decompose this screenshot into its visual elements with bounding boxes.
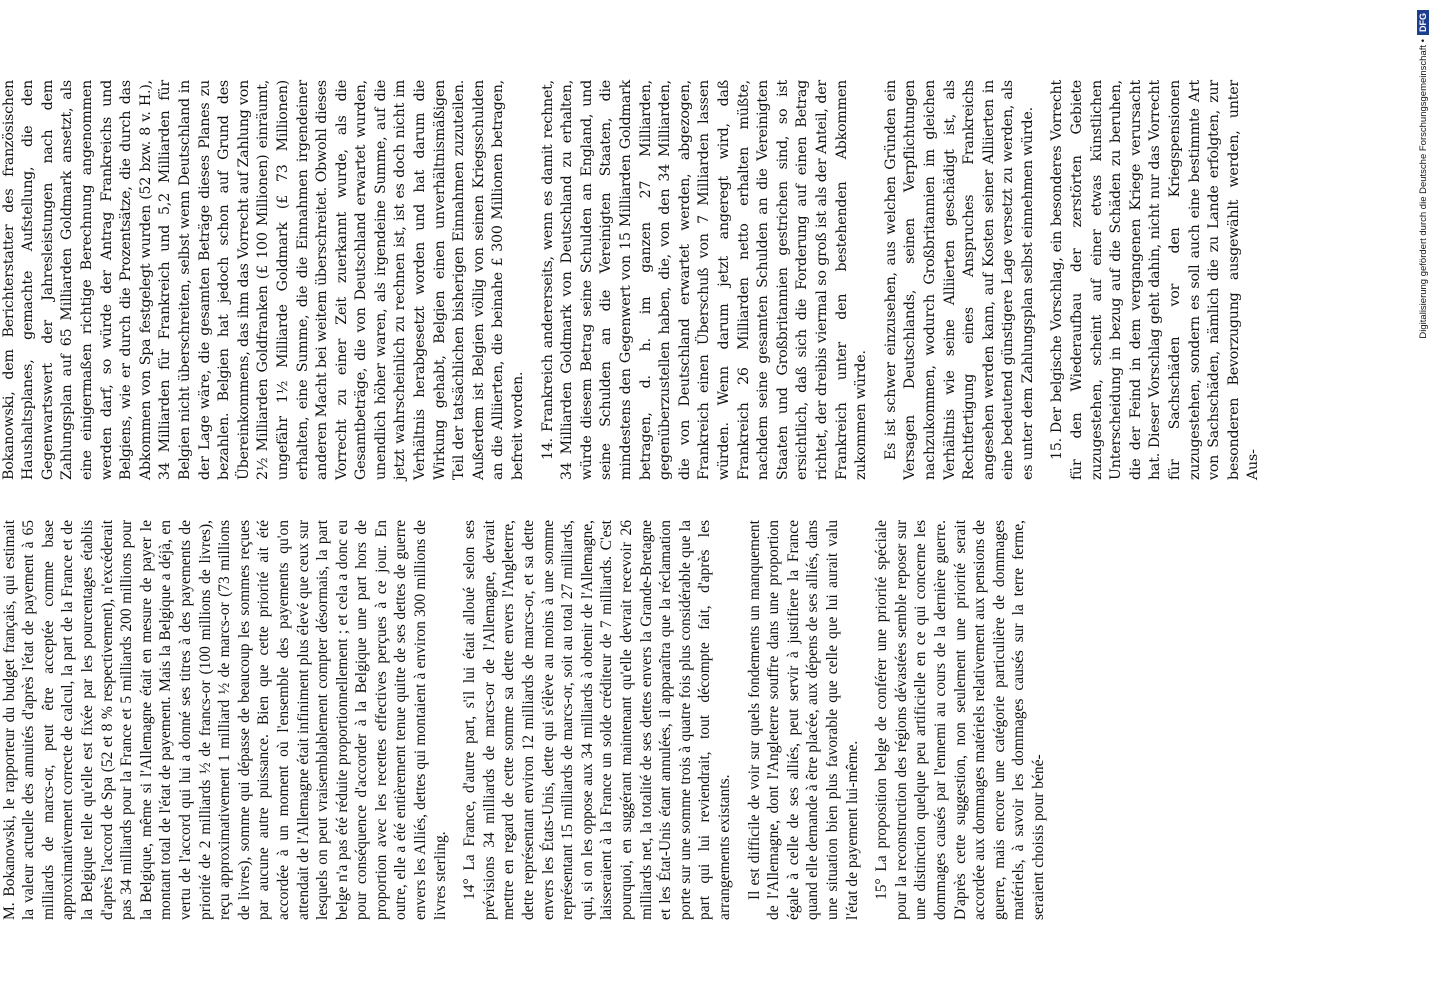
french-paragraph-14-cont: Il est difficile de voir sur quels fondements un manquement de l'Allemagne, dont l'Angleterre souffre dans une proportion égale à celle de ses alliés, peut servir à justifiere la France quand elle demande à être placée, aux dépens de ses alliés, dans une situation bien plus favorable que celle que lui aurait valu l'état de payement lui-même.	[745, 520, 861, 920]
rotated-document-page	[0, 80, 1262, 920]
german-paragraph-14: 14. Frankreich andererseits, wenn es damit rechnet, 34 Milliarden Goldmark von Deutschland zu erhalten, würde diesem Betrag seine Schulden an England, und seine Schulden an die Vereinigten Staaten, die mindestens den Gegenwert von 15 Milliarden Goldmark betragen, d. h. im ganzen 27 Milliarden, gegenüberzustellen haben, die, von den 34 Milliarden, die von Deutschland erwartet werden, abgezogen, Frankreich einen Überschuß von 7 Milliarden lassen würden. Wenn darum jetzt angeregt wird, daß Frankreich 26 Milliarden netto erhalten müßte, nachdem seine gesamten Schulden an die Vereinigten Staaten und Großbritannien gestrichen sind, so ist ersichtlich, daß sich die Forderung auf einen Betrag richtet, der dreibis viermal so groß ist als der Anteil, der Frankreich unter den bestehenden Abkommen zukommen würde.	[539, 80, 870, 480]
german-paragraph-14-cont: Es ist schwer einzusehen, aus welchen Gründen ein Versagen Deutschlands, seinen Verpflichtungen nachzukommen, wodurch Großbritannien im gleichen Verhältnis wie seine Alliierten geschädigt ist, als Rechtfertigung eines Anspruches Frankreichs angesehen werden kann, auf Kosten seiner Alliierten in eine bedeutend günstigere Lage versetzt zu werden, als es unter dem Zahlungsplan selbst einnehmen würde.	[882, 80, 1036, 480]
french-paragraph-14: 14° La France, d'autre part, s'il lui était alloué selon ses prévisions 34 milliards de marcs-or de l'Allemagne, devrait mettre en regard de cette somme sa dette envers l'Angleterre, dette représentant environ 12 milliards de marcs-or, et sa dette envers les États-Unis, dette qui s'élève au moins à une somme représentant 15 milliards de marcs-or, soit au total 27 milliards, qui, si on les oppose aux 34 milliards à obtenir de l'Allemagne, laisseraient à la France un solde créditeur de 7 milliards. C'est pourquoi, en suggérant maintenant qu'elle devrait recevoir 26 milliards net, la totalité de ses dettes envers la Grande-Bretagne et les État-Unis étant annulées, il apparaîtra que la réclamation porte sur une somme trois à quatre fois plus considérable que la part qui lui reviendrait, tout décompte fait, d'après les arrangements existants.	[461, 520, 733, 920]
dfg-logo: DFG	[1417, 10, 1429, 35]
french-column	[0, 520, 1180, 920]
french-paragraph-15: 15° La proposition belge de conférer une priorité spéciale pour la reconstruction des régions dévastées semble reposer sur une distinction quelque peu artificielle en ce qui concerne les dommages causés par l'ennemi au cours de la dernière guerre. D'après cette suggestion, non seulement une priorité serait accordée aux dommages matériels relativement aux pensions de guerre, mais encore une catégorie particulière de dommages matériels, à savoir les dommages causés sur la terre ferme, seraient choisis pour béné-	[873, 520, 1047, 920]
german-paragraph-15: 15. Der belgische Vorschlag, ein besonderes Vorrecht für den Wiederaufbau der zerstörten Gebiete zuzugestehen, scheint auf einer etwas künstlichen Unterscheidung in bezug auf die Schäden zu beruhen, die der Feind in dem vergangenen Kriege verursacht hat. Dieser Vorschlag geht dahin, nicht nur das Vorrecht für Sachschäden vor den Kriegspensionen zuzugestehen, sondern es soll auch eine bestimmte Art von Sachschäden, nämlich die zu Lande erfolgten, zur besonderen Bevorzugung ausgewählt werden, unter Aus-	[1049, 80, 1262, 480]
digitization-credit-text: Digitalisierung gefördert durch die Deutsche Forschungsgemeinschaft •	[1418, 39, 1429, 339]
german-paragraph-13: Bokanowski, dem Berichterstatter des französischen Haushaltsplanes, gemachte Aufstellung, die den Gegenwartswert der Jahresleistungen nach dem Zahlungsplan auf 65 Milliarden Goldmark ansetzt, als eine einigermaßen richtige Berechnung angenommen werden darf, so würde der Antrag Frankreichs und Belgiens, wie er durch die Prozentsätze, die durch das Abkommen von Spa festgelegt wurden (52 bzw. 8 v. H.), 34 Milliarden für Frankreich und 5,2 Milliarden für Belgien nicht überschreiten, selbst wenn Deutschland in der Lage wäre, die gesamten Beträge dieses Planes zu bezahlen. Belgien hat jedoch schon auf Grund des Übereinkommens, das ihm das Vorrecht auf Zahlung von 2½ Milliarden Goldfranken (£ 100 Millionen) einräumt, ungefähr 1½ Milliarde Goldmark (£ 73 Millionen) erhalten, eine Summe, die die Einnahmen irgendeiner anderen Macht bei weitem überschreitet. Obwohl dieses Vorrecht zu einer Zeit zuerkannt wurde, als die Gesamtbeträge, die von Deutschland erwartet wurden, unendlich höher waren, als irgendeine Summe, auf die jetzt wahrscheinlich zu rechnen ist, ist es doch nicht im Verhältnis herabgesetzt worden und hat darum die Wirkung gehabt, Belgien einen unverhältnismäßigen Teil der tatsächlichen bisherigen Einnahmen zuzuteilen. Außerdem ist Belgien völlig von seinen Kriegsschulden an die Alliierten, die beinahe £ 300 Millionen betragen, befreit worden.	[0, 80, 527, 480]
digitization-credit	[1416, 10, 1432, 1000]
german-column	[0, 80, 1262, 480]
french-paragraph-13: M. Bokanowski, le rapporteur du budget français, qui estimait la valeur actuelle des annuités d'après l'état de payement à 65 milliards de marcs-or, peut être acceptée comme base approximativement correcte de calcul, la part de la France et de la Belgique telle qu'elle est fixée par les pourcentages établis d'après l'accord de Spa (52 et 8 % respectivement), n'excéderait pas 34 milliards pour la France et 5 milliards 200 millions pour la Belgique, même si l'Allemagne était en mesure de payer le montant total de l'état de payement. Mais la Belgique a déjà, en vertu de l'accord qui lui a donné ses titres à des payements de priorité de 2 milliards ½ de francs-or (100 millions de livres), reçu approximativement 1 milliard ½ de marcs-or (73 millions de livres), somme qui dépasse de beaucoup les sommes reçues par aucune autre puissance. Bien que cette priorité ait été accordée à un moment où l'ensemble des payements qu'on attendait de l'Allemagne était infiniment plus élevé que ceux sur lesquels on peut vraisemblablement compter désormais, la part belge n'a pas été réduite proportionnellement ; et cela a donc eu pour conséquence d'accorder à la Belgique une part hors de proportion avec les recettes effectives perçues à ce jour. En outre, elle a été entièrement tenue quitte de ses dettes de guerre envers les Alliés, dettes qui montaient à environ 300 millions de livres sterling.	[0, 520, 449, 920]
